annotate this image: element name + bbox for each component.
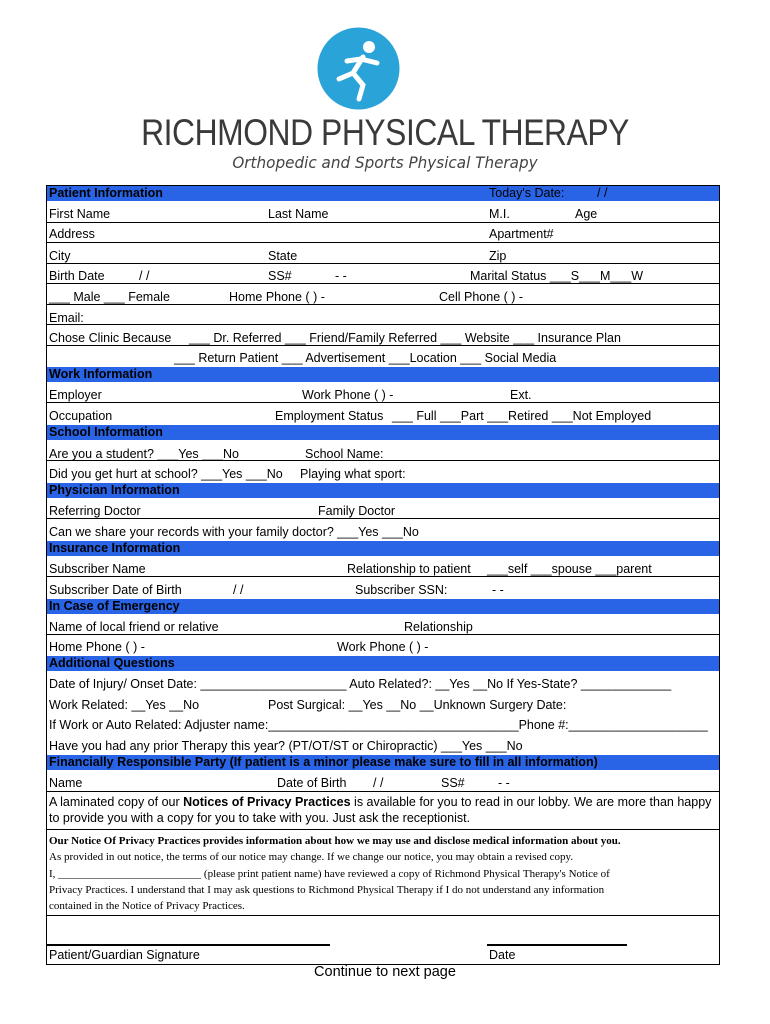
employment-status-options[interactable]: ___ Full ___Part ___Retired ___Not Employed (392, 409, 652, 423)
marital-status-field[interactable]: Marital Status ___S___M___W (470, 269, 644, 283)
section-insurance-info (47, 541, 719, 556)
emergency-phone-row (47, 634, 719, 655)
referring-doctor-field[interactable]: Referring Doctor (49, 504, 141, 518)
zip-field[interactable]: Zip (489, 249, 507, 263)
privacy-intro: A laminated copy of our Notices of Privacy Practices is available for you to read in our lobby. We are more than happy to provide you with a copy for you to take with you. Just ask the receptionist. (49, 795, 712, 825)
subscriber-ssn-field[interactable]: Subscriber SSN: (355, 583, 448, 597)
ext-field[interactable]: Ext. (510, 388, 532, 402)
responsible-ss-dashes: - - (498, 776, 510, 790)
clinic-options-1[interactable]: ___ Dr. Referred ___ Friend/Family Referred ___ Website ___ Insurance Plan (189, 331, 621, 345)
relationship-options[interactable]: ___self ___spouse ___parent (487, 562, 652, 576)
prior-therapy-row (47, 732, 719, 753)
ss-field[interactable]: SS# (268, 269, 292, 283)
section-title: Physician Information (49, 483, 180, 497)
subscriber-dob-field[interactable]: Subscriber Date of Birth (49, 583, 182, 597)
email-row (47, 304, 719, 325)
divider (47, 915, 719, 916)
work-related-options[interactable]: Work Related: __Yes __No (49, 698, 200, 712)
occupation-field[interactable]: Occupation (49, 409, 113, 423)
section-school-info (47, 425, 719, 440)
hurt-at-school-options[interactable]: Did you get hurt at school? ___Yes ___No (49, 467, 283, 481)
section-title: Additional Questions (49, 656, 175, 670)
emergency-work-phone-field[interactable]: Work Phone ( ) - (337, 640, 429, 654)
address-field[interactable]: Address (49, 227, 95, 241)
mi-field[interactable]: M.I. (489, 207, 510, 221)
adjuster-row (47, 712, 719, 732)
section-patient-info (47, 186, 719, 201)
city-field[interactable]: City (49, 249, 71, 263)
post-surgical-options[interactable]: Post Surgical: __Yes __No __Unknown Surgery Date: (268, 698, 567, 712)
work-phone-field[interactable]: Work Phone ( ) - (302, 388, 394, 402)
section-financial (47, 755, 719, 770)
subscriber-dob-slashes: / / (233, 583, 244, 597)
section-additional-questions (47, 656, 719, 671)
date-label: Date (489, 948, 516, 962)
section-title: Patient Information (49, 186, 163, 200)
doctor-row (47, 498, 719, 519)
section-title: Insurance Information (49, 541, 181, 555)
clinic-options-2[interactable]: ___ Return Patient ___ Advertisement ___Location ___ Social Media (174, 351, 557, 365)
subscriber-dob-row (47, 576, 719, 597)
last-name-field[interactable]: Last Name (268, 207, 329, 221)
sport-field[interactable]: Playing what sport: (300, 467, 406, 481)
privacy-notice (47, 794, 719, 913)
name-row (47, 201, 719, 223)
responsible-dob-field[interactable]: Date of Birth (277, 776, 347, 790)
divider (47, 829, 719, 830)
financial-row (47, 770, 719, 792)
responsible-ss-field[interactable]: SS# (441, 776, 465, 790)
city-row (47, 242, 719, 264)
student-options[interactable]: Are you a student? ___Yes ___No (49, 447, 239, 461)
clinic-row-2 (47, 345, 719, 365)
emergency-home-phone-field[interactable]: Home Phone ( ) - (49, 640, 145, 654)
section-title: Work Information (49, 367, 153, 381)
brand-tagline: Orthopedic and Sports Physical Therapy (232, 153, 538, 172)
section-physician-info (47, 483, 719, 498)
cell-phone-field[interactable]: Cell Phone ( ) - (439, 290, 524, 304)
intake-form (46, 185, 720, 965)
state-field[interactable]: State (268, 249, 298, 263)
subscriber-ssn-dashes: - - (492, 583, 504, 597)
birth-row (47, 263, 719, 284)
employer-field[interactable]: Employer (49, 388, 102, 402)
signature-line[interactable] (47, 944, 330, 946)
employment-status-label: Employment Status (275, 409, 384, 423)
adjuster-field[interactable]: If Work or Auto Related: Adjuster name:____________________________________Phone #:____________________ (49, 718, 708, 732)
birth-date-slashes: / / (139, 269, 150, 283)
first-name-field[interactable]: First Name (49, 207, 111, 221)
subscriber-row (47, 556, 719, 577)
apartment-field[interactable]: Apartment# (489, 227, 554, 241)
subscriber-name-field[interactable]: Subscriber Name (49, 562, 146, 576)
age-field[interactable]: Age (575, 207, 598, 221)
continue-note: Continue to next page (314, 964, 456, 980)
hurt-row (47, 460, 719, 481)
signature-label: Patient/Guardian Signature (49, 948, 200, 962)
employer-row (47, 382, 719, 403)
responsible-name-field[interactable]: Name (49, 776, 83, 790)
work-related-row (47, 691, 719, 712)
section-emergency (47, 599, 719, 614)
address-row (47, 222, 719, 243)
runner-logo-icon (317, 27, 400, 110)
relationship-label: Relationship to patient (347, 562, 471, 576)
emergency-name-field[interactable]: Name of local friend or relative (49, 620, 219, 634)
ss-dashes: - - (335, 269, 347, 283)
injury-row (47, 671, 719, 691)
section-title: School Information (49, 425, 163, 439)
email-field[interactable]: Email: (49, 311, 84, 325)
section-title: In Case of Emergency (49, 599, 180, 613)
student-row (47, 440, 719, 461)
family-doctor-field[interactable]: Family Doctor (318, 504, 396, 518)
todays-date-label: Today's Date: (489, 186, 565, 200)
todays-date-slashes: / / (597, 186, 608, 200)
clinic-row-1 (47, 324, 719, 346)
sex-options[interactable]: ___ Male ___ Female (49, 290, 170, 304)
home-phone-field[interactable]: Home Phone ( ) - (229, 290, 325, 304)
brand-name: RICHMOND PHYSICAL THERAPY (141, 112, 629, 153)
birth-date-field[interactable]: Birth Date (49, 269, 105, 283)
date-line[interactable] (487, 944, 627, 946)
responsible-dob-slashes: / / (373, 776, 384, 790)
emergency-name-row (47, 614, 719, 635)
share-row (47, 518, 719, 539)
phone-row (47, 283, 719, 305)
occupation-row (47, 402, 719, 423)
privacy-acknowledgement: Our Notice Of Privacy Practices provides information about how we may use and disclose medical information about you. As provided in out notice, the terms of our notice may change. If we change our notice, you may obtain a revised copy. I, __________________________ (please print patient name) have reviewed a copy of Richmond Physical Therapy's Notice of Privacy Practices. I understand that I may ask questions to Richmond Physical Therapy if I do not understand any information contained in the Notice of Privacy Practices. (49, 835, 621, 913)
section-work-info (47, 367, 719, 382)
section-title: Financially Responsible Party (If patient is a minor please make sure to fill in all information) (49, 755, 598, 769)
chose-clinic-label: Chose Clinic Because (49, 331, 172, 345)
signature-row (47, 948, 719, 962)
school-name-field[interactable]: School Name: (305, 447, 384, 461)
header (0, 0, 770, 185)
privacy-practices-link: Notices of Privacy Practices (183, 795, 351, 809)
prior-therapy-options[interactable]: Have you had any prior Therapy this year? (PT/OT/ST or Chiropractic) ___Yes ___No (49, 739, 523, 753)
emergency-relationship-field[interactable]: Relationship (404, 620, 473, 634)
share-records-options[interactable]: Can we share your records with your family doctor? ___Yes ___No (49, 525, 419, 539)
injury-date-field[interactable]: Date of Injury/ Onset Date: _____________________ Auto Related?: __Yes __No If Yes-State? _____________ (49, 677, 672, 691)
